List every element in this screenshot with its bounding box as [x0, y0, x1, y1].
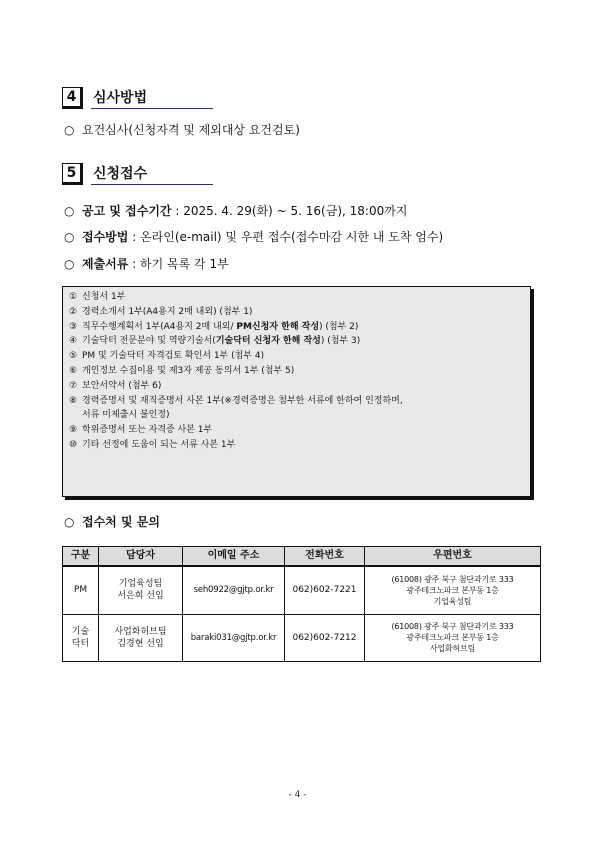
- item-label: 공고 및 접수기간: [82, 204, 172, 218]
- document-text: 경력증명서 및 재직증명서 사본 1부(※경력증명은 첨부한 서류에 한하여 인정하며,: [82, 395, 403, 406]
- address-cell: [365, 614, 541, 661]
- type-cell: [63, 614, 99, 661]
- document-text: ) (첨부 3): [320, 336, 361, 347]
- document-emphasis: 기술닥터 신청자 한해 작성: [215, 336, 321, 347]
- item-number: ③: [69, 321, 78, 332]
- phone-cell: 062)602-7221: [285, 566, 365, 614]
- contact-heading-text: 접수처 및 문의: [82, 515, 160, 529]
- item-number: ⑩: [69, 439, 78, 450]
- contact-heading: [64, 516, 160, 528]
- contact-person-cell: [99, 566, 183, 614]
- document-text: 보안서약서 (첨부 6): [82, 380, 162, 391]
- item-number: ⑨: [69, 425, 78, 436]
- section-5-header: [62, 163, 213, 185]
- bullet: ○: [64, 257, 75, 271]
- document-text: 경력소개서 1부(A4용지 2매 내외) (첨부 1): [82, 306, 253, 317]
- item-number: ①: [69, 292, 78, 302]
- document-emphasis: PM신청자 한해 작성: [236, 321, 320, 332]
- team-name: 기업육성팀: [118, 579, 163, 590]
- section-4-header: [62, 87, 213, 109]
- section-number-box: 4: [62, 87, 83, 109]
- item-label: 접수방법: [82, 230, 129, 244]
- column-header: 담당자: [99, 547, 183, 567]
- section-number-box: 5: [62, 163, 83, 185]
- address-line: 광주테크노파크 본부동 1층: [406, 633, 499, 642]
- item-number: ④: [69, 336, 78, 347]
- item-number: ⑤: [69, 351, 78, 362]
- document-text: 학위증명서 또는 자격증 사본 1부: [82, 425, 213, 436]
- document-item: [69, 394, 530, 409]
- document-text: 기술닥터 전문분야 및 역량기술서(: [82, 336, 216, 347]
- table-header-row: [63, 547, 541, 567]
- document-item: [69, 364, 530, 379]
- contact-table: [62, 546, 541, 662]
- column-header: 전화번호: [285, 547, 365, 567]
- item-number: ②: [69, 306, 78, 317]
- phone-cell: 062)602-7212: [285, 614, 365, 661]
- page-number: - 4 -: [288, 790, 307, 800]
- address-line: (61008) 광주 북구 첨단과기로 333: [391, 574, 514, 584]
- document-item: [69, 334, 530, 349]
- email-cell: seh0922@gjtp.or.kr: [183, 566, 285, 614]
- document-text: 신청서 1부: [82, 292, 126, 302]
- bullet: ○: [64, 515, 75, 529]
- item-number: ⑥: [69, 365, 78, 376]
- document-text: 기타 선정에 도움이 되는 서류 사본 1부: [82, 439, 236, 450]
- document-item: [69, 320, 530, 335]
- document-list-box: [62, 286, 531, 497]
- document-item: [69, 379, 530, 394]
- address-cell: [365, 566, 541, 614]
- item-text: : 온라인(e-mail) 및 우편 접수(접수마감 시한 내 도착 엄수): [128, 230, 444, 244]
- item-text: : 하기 목록 각 1부: [128, 257, 229, 271]
- document-item: [69, 290, 530, 305]
- section-title: 심사방법: [91, 91, 213, 109]
- address-line: 사업화허브팀: [429, 644, 476, 653]
- item-text: 요건심사(신청자격 및 제외대상 요건검토): [82, 123, 300, 137]
- document-text: ) (첨부 2): [319, 321, 359, 332]
- document-item: [69, 305, 530, 320]
- column-header: 구분: [63, 547, 99, 567]
- column-header: 우편번호: [365, 547, 541, 567]
- bullet: ○: [64, 204, 75, 218]
- column-header: 이메일 주소: [183, 547, 285, 567]
- section-title: 신청접수: [91, 167, 213, 185]
- email-cell: baraki031@gjtp.or.kr: [183, 614, 285, 661]
- type-line: 닥터: [71, 638, 90, 649]
- document-text: 직무수행계획서 1부(A4용지 2매 내외/: [82, 321, 237, 332]
- document-text: 개인정보 수집이용 및 제3자 제공 동의서 1부 (첨부 5): [82, 365, 295, 376]
- address-line: (61008) 광주 북구 첨단과기로 333: [391, 622, 514, 631]
- bullet: ○: [64, 230, 75, 244]
- item-label: 제출서류: [82, 257, 129, 271]
- type-line: 기술: [71, 626, 90, 637]
- contact-person-cell: [99, 614, 183, 661]
- item-number: ⑦: [69, 380, 78, 391]
- person-name: 서은희 선임: [117, 591, 164, 602]
- address-line: 기업육성팀: [433, 596, 472, 606]
- bullet: ○: [64, 123, 75, 137]
- table-row: [63, 566, 541, 614]
- item-number: ⑧: [69, 395, 78, 406]
- document-item: [69, 438, 530, 453]
- document-text-continued: 서류 미제출시 불인정): [82, 410, 170, 421]
- item-text: : 2025. 4. 29(화) ~ 5. 16(금), 18:00까지: [171, 204, 408, 218]
- document-item: [69, 349, 530, 364]
- table-row: [63, 614, 541, 661]
- document-text: PM 및 기술닥터 자격검토 확인서 1부 (첨부 4): [82, 351, 265, 362]
- type-cell: PM: [63, 566, 99, 614]
- team-name: 사업화허브팀: [114, 626, 167, 637]
- person-name: 김경현 선임: [117, 638, 164, 649]
- list-item: [64, 124, 300, 136]
- list-item: [64, 231, 443, 243]
- list-item: [64, 258, 229, 270]
- address-line: 광주테크노파크 본부동 1층: [406, 585, 499, 595]
- document-item: [69, 423, 530, 438]
- list-item: [64, 205, 407, 217]
